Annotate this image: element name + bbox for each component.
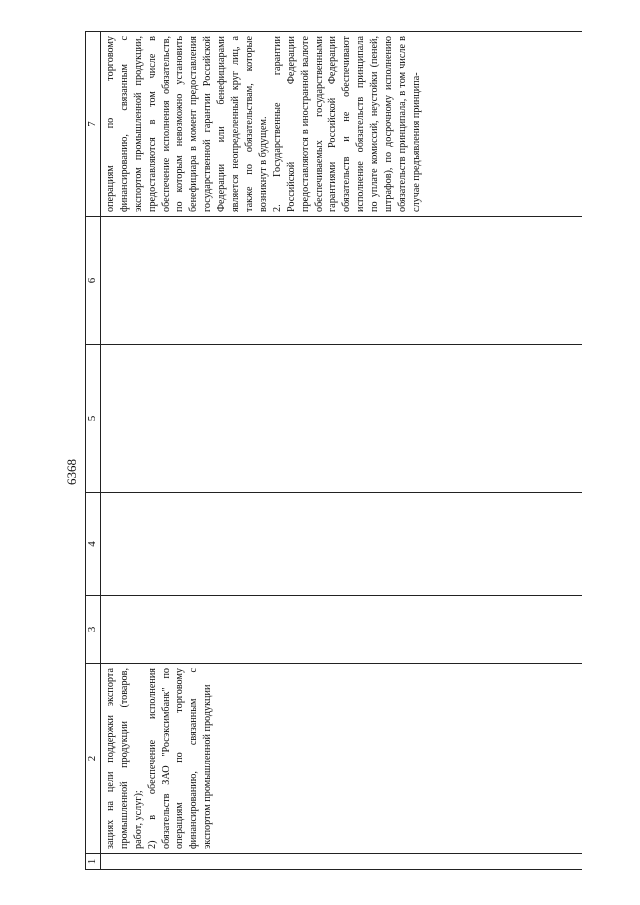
column-header-5: 5 — [86, 345, 101, 493]
table-header-row — [86, 32, 101, 870]
table-row — [100, 32, 582, 870]
cell-col-7 — [100, 32, 582, 217]
rotated-table-container — [85, 32, 580, 870]
cell-col-2 — [100, 664, 582, 854]
column-header-6: 6 — [86, 217, 101, 345]
document-table — [85, 31, 582, 870]
page-number: 6368 — [64, 459, 79, 485]
cell-text-col-7: операциям по торговому финансированию, связанным с экспортом промышленной продукции, предоставляются в том числе в обеспечение исполнения обязательств, по которым невозможно установить бенефициара в момент предоставления государственной гарантии Российской Федерации или бенефициарами является неопределенный круг лиц, а также по обязательствам, которые возникнут в будущем. 2. Государственные гарантии Российской Федерации предоставляются в иностранной валюте обеспечиваемых государственными гарантиями Российской Федерации обязательств и не обеспечивают исполнение обязательств принципала по уплате комиссий, неустойки (пеней, штрафов), по досрочному исполнению обязательств принципала, в том числе в случае предъявления принципа- — [104, 36, 422, 212]
cell-col-5 — [100, 345, 582, 493]
column-header-4: 4 — [86, 493, 101, 596]
column-header-7: 7 — [86, 32, 101, 217]
cell-col-4 — [100, 493, 582, 596]
cell-col-3 — [100, 596, 582, 664]
cell-col-1 — [100, 854, 582, 870]
cell-col-6 — [100, 217, 582, 345]
column-header-3: 3 — [86, 596, 101, 664]
cell-text-col-2: зациях на цели поддержки экспорта промышленной продукции (товаров, работ, услуг); 2) в обеспечение исполнения обязательств ЗАО "Росэксимбанк" по операциям по торговому финансированию, связанным с экспортом промышленной продукции — [104, 668, 214, 849]
column-header-2: 2 — [86, 664, 101, 854]
column-header-1: 1 — [86, 854, 101, 870]
